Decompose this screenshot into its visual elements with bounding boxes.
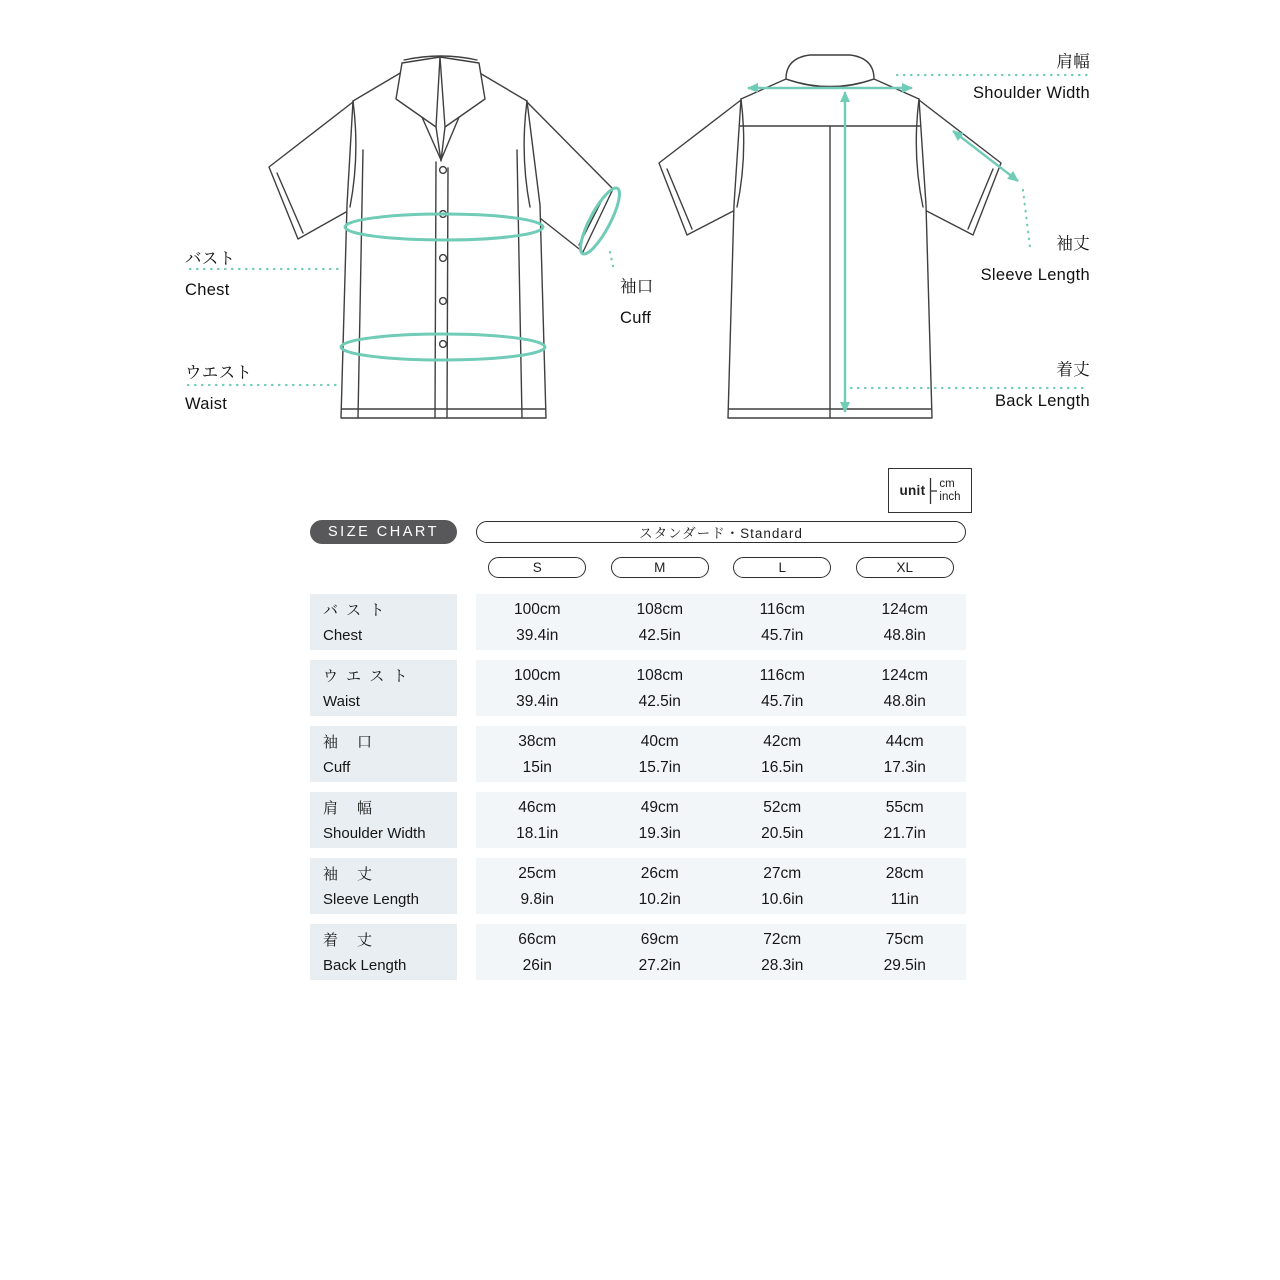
value-in: 28.3in [761,957,804,974]
cell-l [721,792,844,848]
cell-s [476,726,599,782]
cell-m [599,792,722,848]
size-header-s: S [488,557,586,578]
cell-xl [844,726,967,782]
row-label-jp: ウ エ ス ト [323,668,410,685]
value-in: 29.5in [883,957,926,974]
value-cm: 38cm [518,733,557,750]
unit-indicator [888,468,972,513]
cell-l [721,594,844,650]
row-label-en: Cuff [323,759,351,776]
cell-xl [844,858,967,914]
value-in: 45.7in [761,693,804,710]
size-chart-badge: SIZE CHART [310,520,457,544]
value-in: 39.4in [516,693,559,710]
waist-label-jp: ウエスト [185,364,253,382]
cell-l [721,660,844,716]
measurement-rows [310,594,966,990]
unit-label: unit [899,483,926,498]
table-row-waist [310,660,966,716]
cell-m [599,858,722,914]
value-cm: 75cm [885,931,924,948]
value-cm: 69cm [640,931,679,948]
waist-annotation-label [185,358,252,420]
value-cm: 116cm [759,601,805,618]
cell-m [599,726,722,782]
chest-annotation-label [185,244,235,306]
value-cm: 100cm [513,667,561,684]
row-label-en: Chest [323,627,363,644]
value-cm: 55cm [885,799,924,816]
value-in: 11in [890,891,919,908]
front-shirt-illustration [269,56,613,418]
cell-xl [844,924,967,980]
value-cm: 52cm [763,799,802,816]
cuff-label-en: Cuff [620,309,652,327]
value-cm: 46cm [518,799,557,816]
cell-xl [844,792,967,848]
shoulder-width-annotation-label [973,47,1090,109]
back-shirt-illustration [659,55,1001,418]
value-cm: 66cm [518,931,557,948]
chest-label-en: Chest [185,281,230,299]
size-header-l: L [733,557,831,578]
value-in: 26in [522,957,552,974]
sleeve-length-label-en: Sleeve Length [980,266,1090,284]
value-cm: 124cm [881,667,929,684]
value-cm: 40cm [640,733,679,750]
cell-m [599,594,722,650]
value-in: 16.5in [761,759,804,776]
value-in: 39.4in [516,627,559,644]
row-label-en: Sleeve Length [323,891,419,908]
row-label-jp: 袖 丈 [323,866,375,883]
cuff-annotation-label [620,272,654,334]
cell-l [721,858,844,914]
table-row-sleeve-length [310,858,966,914]
value-in: 9.8in [520,891,555,908]
value-in: 48.8in [883,627,926,644]
value-in: 42.5in [638,693,681,710]
cell-xl [844,660,967,716]
cuff-leader-line [610,252,614,271]
shoulder-width-label-jp: 肩幅 [1056,53,1090,71]
sleeve-length-label-jp: 袖丈 [1056,235,1090,253]
value-cm: 124cm [881,601,929,618]
cuff-label-jp: 袖口 [620,278,654,296]
unit-cm: cm [939,477,955,490]
row-label-en: Shoulder Width [323,825,426,842]
value-cm: 44cm [885,733,924,750]
cell-l [721,726,844,782]
row-label-en: Waist [323,693,360,710]
unit-bracket-icon [927,475,937,507]
row-label-jp: バ ス ト [323,602,387,619]
size-header-xl: XL [856,557,954,578]
row-label-jp: 袖 口 [323,734,375,751]
value-cm: 28cm [885,865,924,882]
cell-s [476,792,599,848]
row-values [476,792,966,848]
row-values [476,594,966,650]
row-label [310,924,457,980]
row-values [476,924,966,980]
row-label [310,594,457,650]
value-in: 42.5in [638,627,681,644]
table-row-cuff [310,726,966,782]
value-in: 21.7in [883,825,926,842]
size-header-row [476,557,966,578]
chest-label-jp: バスト [185,250,236,268]
row-label [310,660,457,716]
value-cm: 100cm [513,601,561,618]
cell-s [476,924,599,980]
value-in: 18.1in [516,825,559,842]
shoulder-width-label-en: Shoulder Width [972,84,1090,102]
back-length-annotation-label [995,355,1090,417]
value-cm: 108cm [636,601,684,618]
value-cm: 27cm [763,865,802,882]
cell-xl [844,594,967,650]
value-in: 27.2in [638,957,681,974]
value-cm: 108cm [636,667,684,684]
value-in: 15in [522,759,552,776]
cell-m [599,660,722,716]
cell-m [599,924,722,980]
cell-s [476,594,599,650]
value-cm: 72cm [763,931,802,948]
value-cm: 49cm [640,799,679,816]
row-values [476,726,966,782]
row-label [310,792,457,848]
row-label-en: Back Length [323,957,407,974]
cell-l [721,924,844,980]
row-values [476,858,966,914]
row-label [310,726,457,782]
value-in: 45.7in [761,627,804,644]
value-cm: 25cm [518,865,557,882]
row-values [476,660,966,716]
value-cm: 42cm [763,733,802,750]
row-label-jp: 肩 幅 [323,800,375,817]
value-in: 19.3in [638,825,681,842]
cell-s [476,858,599,914]
cell-s [476,660,599,716]
category-header: スタンダード・Standard [476,521,966,543]
value-in: 17.3in [883,759,926,776]
sleeve-length-annotation-label [981,229,1090,291]
row-label [310,858,457,914]
row-label-jp: 着 丈 [323,932,375,949]
table-row-shoulder-width [310,792,966,848]
value-in: 20.5in [761,825,804,842]
value-cm: 26cm [640,865,679,882]
value-in: 15.7in [638,759,681,776]
unit-inch: inch [939,490,961,503]
value-in: 10.2in [638,891,681,908]
table-row-chest [310,594,966,650]
back-length-label-jp: 着丈 [1056,361,1090,379]
table-row-back-length [310,924,966,980]
value-in: 48.8in [883,693,926,710]
back-length-label-en: Back Length [994,392,1090,410]
size-header-m: M [611,557,709,578]
value-cm: 116cm [759,667,805,684]
value-in: 10.6in [761,891,804,908]
size-chart-section [310,520,966,990]
waist-label-en: Waist [185,395,228,413]
